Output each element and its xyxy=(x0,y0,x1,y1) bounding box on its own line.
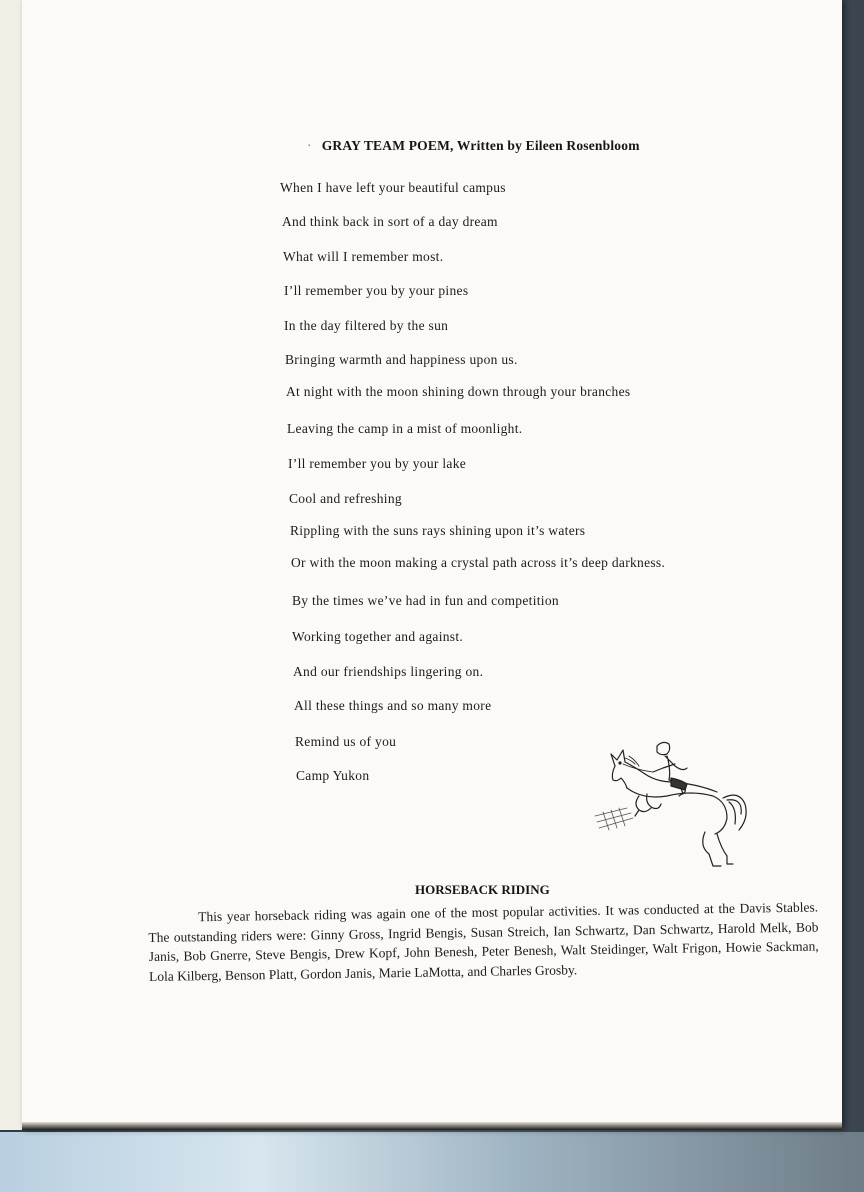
poem-line: When I have left your beautiful campus xyxy=(280,180,506,195)
poem-title: · GRAY TEAM POEM, Written by Eileen Rosenbloom xyxy=(307,138,640,153)
scanner-background xyxy=(0,1132,864,1192)
horse-and-rider-jumping-icon xyxy=(587,738,767,873)
poem-line: I’ll remember you by your lake xyxy=(288,456,467,471)
poem-line: I’ll remember you by your pines xyxy=(284,283,469,298)
poem-line: Cool and refreshing xyxy=(289,491,402,506)
poem-line: Camp Yukon xyxy=(296,768,370,783)
poem-line: And our friendships lingering on. xyxy=(293,664,484,679)
poem-line: Or with the moon making a crystal path across it’s deep darkness. xyxy=(291,555,666,570)
document-page xyxy=(22,0,842,1130)
poem-line: All these things and so many more xyxy=(294,698,492,713)
poem-line: Working together and against. xyxy=(292,629,464,644)
poem-line: And think back in sort of a day dream xyxy=(282,214,498,229)
poem-title-text: GRAY TEAM POEM, Written by Eileen Rosenbloom xyxy=(321,138,640,153)
horseback-paragraph: This year horseback riding was again one of the most popular activities. It was conducted at the Davis Stables. The outstanding riders were: Ginny Gross, Ingrid Bengis, Susan Streich, Ian Schwartz, Dan Schwartz, Harold Melk, Bob Janis, Bob Gnerre, Steve Bengis, Drew Kopf, John Benesh, Peter Benesh, Walt Steidinger, Walt Frigon, Howie Sackman, Lola Kilberg, Benson Platt, Gordon Janis, Marie LaMotta, and Charles Grosby. xyxy=(148,899,819,984)
poem-line: Rippling with the suns rays shining upon it’s waters xyxy=(290,523,586,538)
poem-line: At night with the moon shining down through your branches xyxy=(286,384,631,399)
poem-line: Leaving the camp in a mist of moonlight. xyxy=(287,421,523,436)
poem-line: What will I remember most. xyxy=(283,249,444,264)
poem-line: In the day filtered by the sun xyxy=(284,318,449,333)
section-title-horseback-riding: HORSEBACK RIDING xyxy=(415,882,550,897)
poem-line: By the times we’ve had in fun and competition xyxy=(292,593,559,608)
poem-line: Remind us of you xyxy=(295,734,397,749)
poem-line: Bringing warmth and happiness upon us. xyxy=(285,352,518,367)
